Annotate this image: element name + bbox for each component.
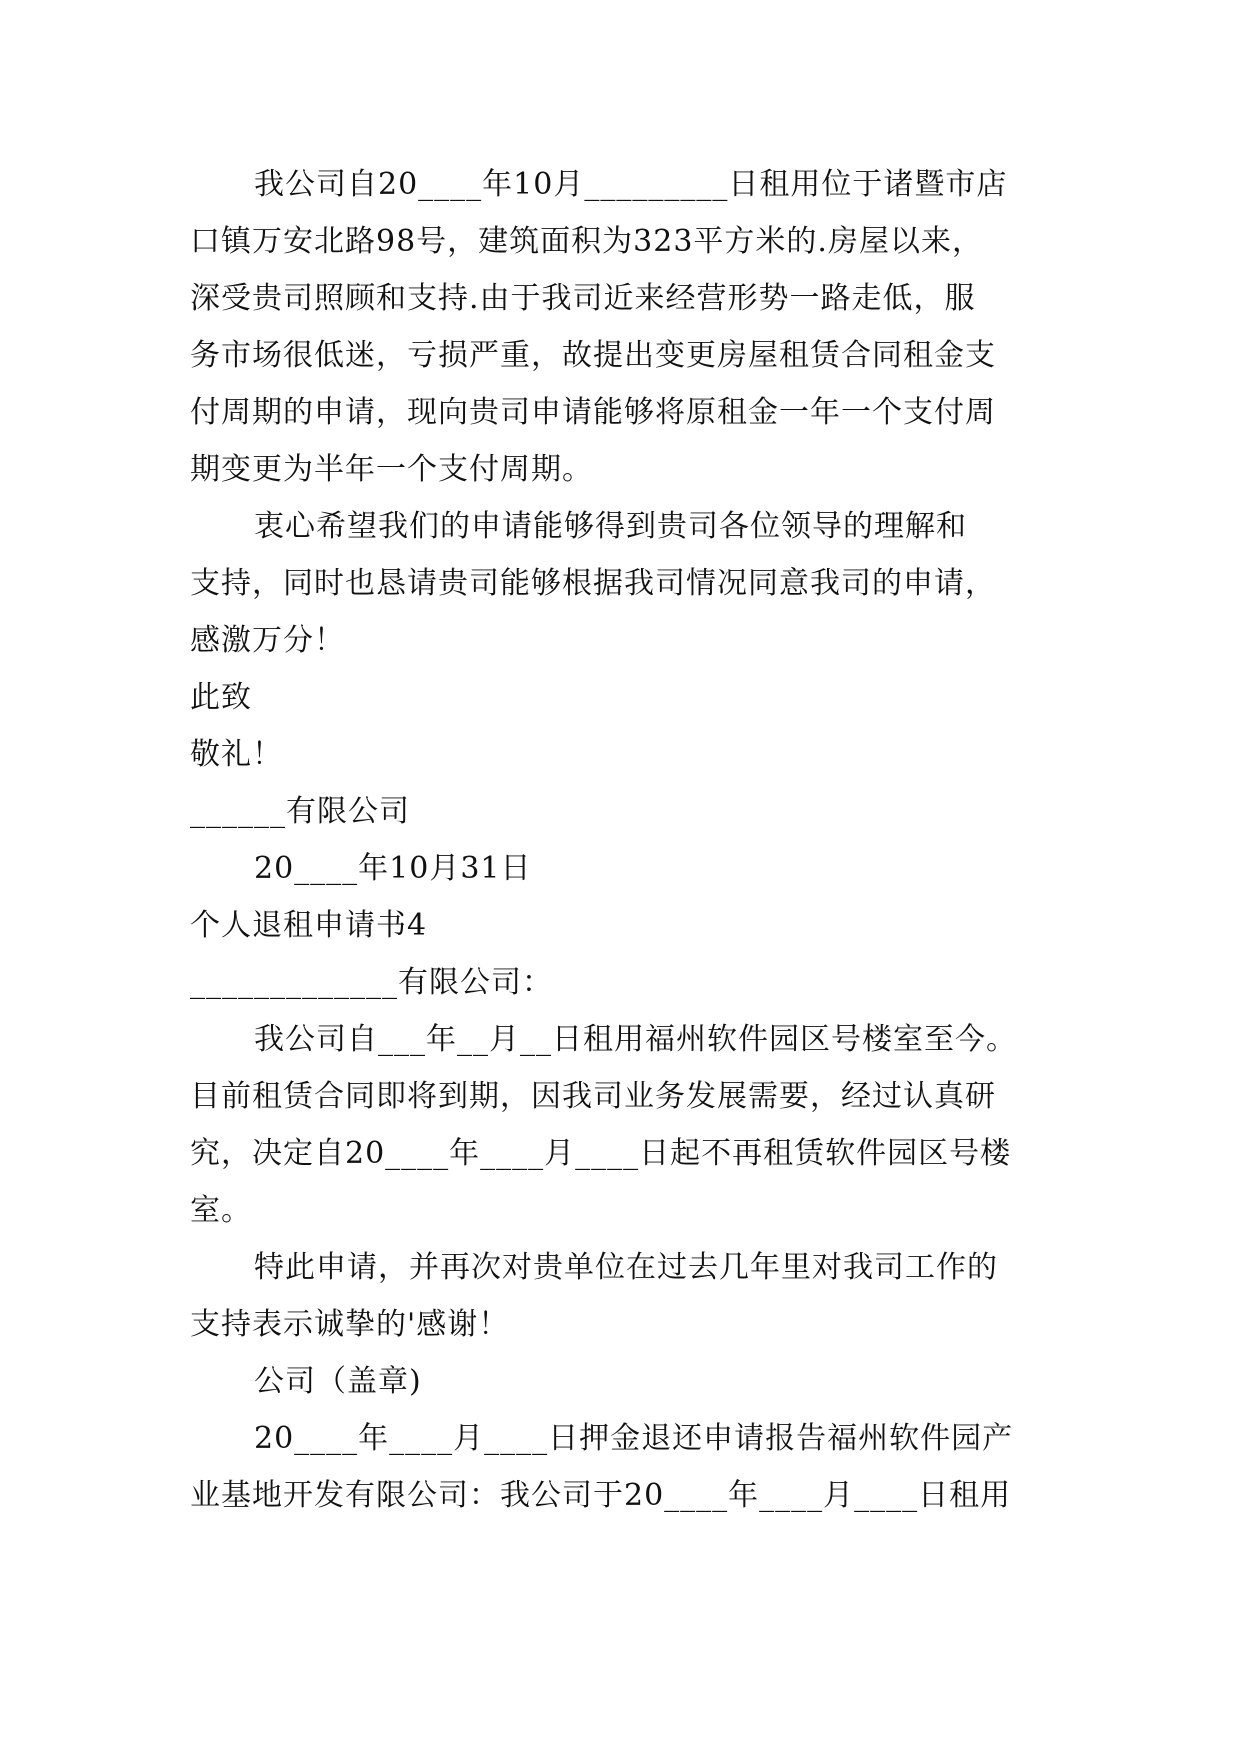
text-line: 付周期的申请，现向贵司申请能够将原租金一年一个支付周 <box>190 395 996 430</box>
closing-text: 敬礼！ <box>190 737 283 772</box>
text-line: 业基地开发有限公司：我公司于20____年____月____日租用 <box>190 1478 1012 1513</box>
text-line: 我公司自20____年10月_________日租用位于诸暨市店 <box>254 167 1008 202</box>
addressee-line: _____________有限公司： <box>190 965 553 1000</box>
text-line: 特此申请，并再次对贵单位在过去几年里对我司工作的 <box>254 1250 998 1285</box>
text-line: 衷心希望我们的申请能够得到贵司各位领导的理解和 <box>254 509 967 544</box>
text-line: 口镇万安北路98号，建筑面积为323平方米的.房屋以来， <box>190 224 983 259</box>
text-line: 感激万分！ <box>190 623 345 658</box>
text-line: 支持，同时也恳请贵司能够根据我司情况同意我司的申请， <box>190 566 996 601</box>
text-line: 究，决定自20____年____月____日起不再租赁软件园区号楼 <box>190 1136 1012 1171</box>
text-line: 期变更为半年一个支付周期。 <box>190 452 593 487</box>
text-line: 支持表示诚挚的'感谢！ <box>190 1307 510 1342</box>
section-heading: 个人退租申请书4 <box>190 908 428 943</box>
stamp-line: 公司（盖章) <box>254 1364 422 1399</box>
text-line: 室。 <box>190 1193 252 1228</box>
text-line: 深受贵司照顾和支持.由于我司近来经营形势一路走低，服 <box>190 281 976 316</box>
text-line: 我公司自___年__月__日租用福州软件园区号楼室至今。 <box>254 1022 1017 1057</box>
salutation-text: 此致 <box>190 680 252 715</box>
text-line: 务市场很低迷，亏损严重，故提出变更房屋租赁合同租金支 <box>190 338 996 373</box>
text-line: 目前租赁合同即将到期，因我司业务发展需要，经过认真研 <box>190 1079 996 1114</box>
signature-date: 20____年10月31日 <box>254 851 532 886</box>
text-line: 20____年____月____日押金退还申请报告福州软件园产 <box>254 1421 1014 1456</box>
signature-company: ______有限公司 <box>190 794 410 829</box>
